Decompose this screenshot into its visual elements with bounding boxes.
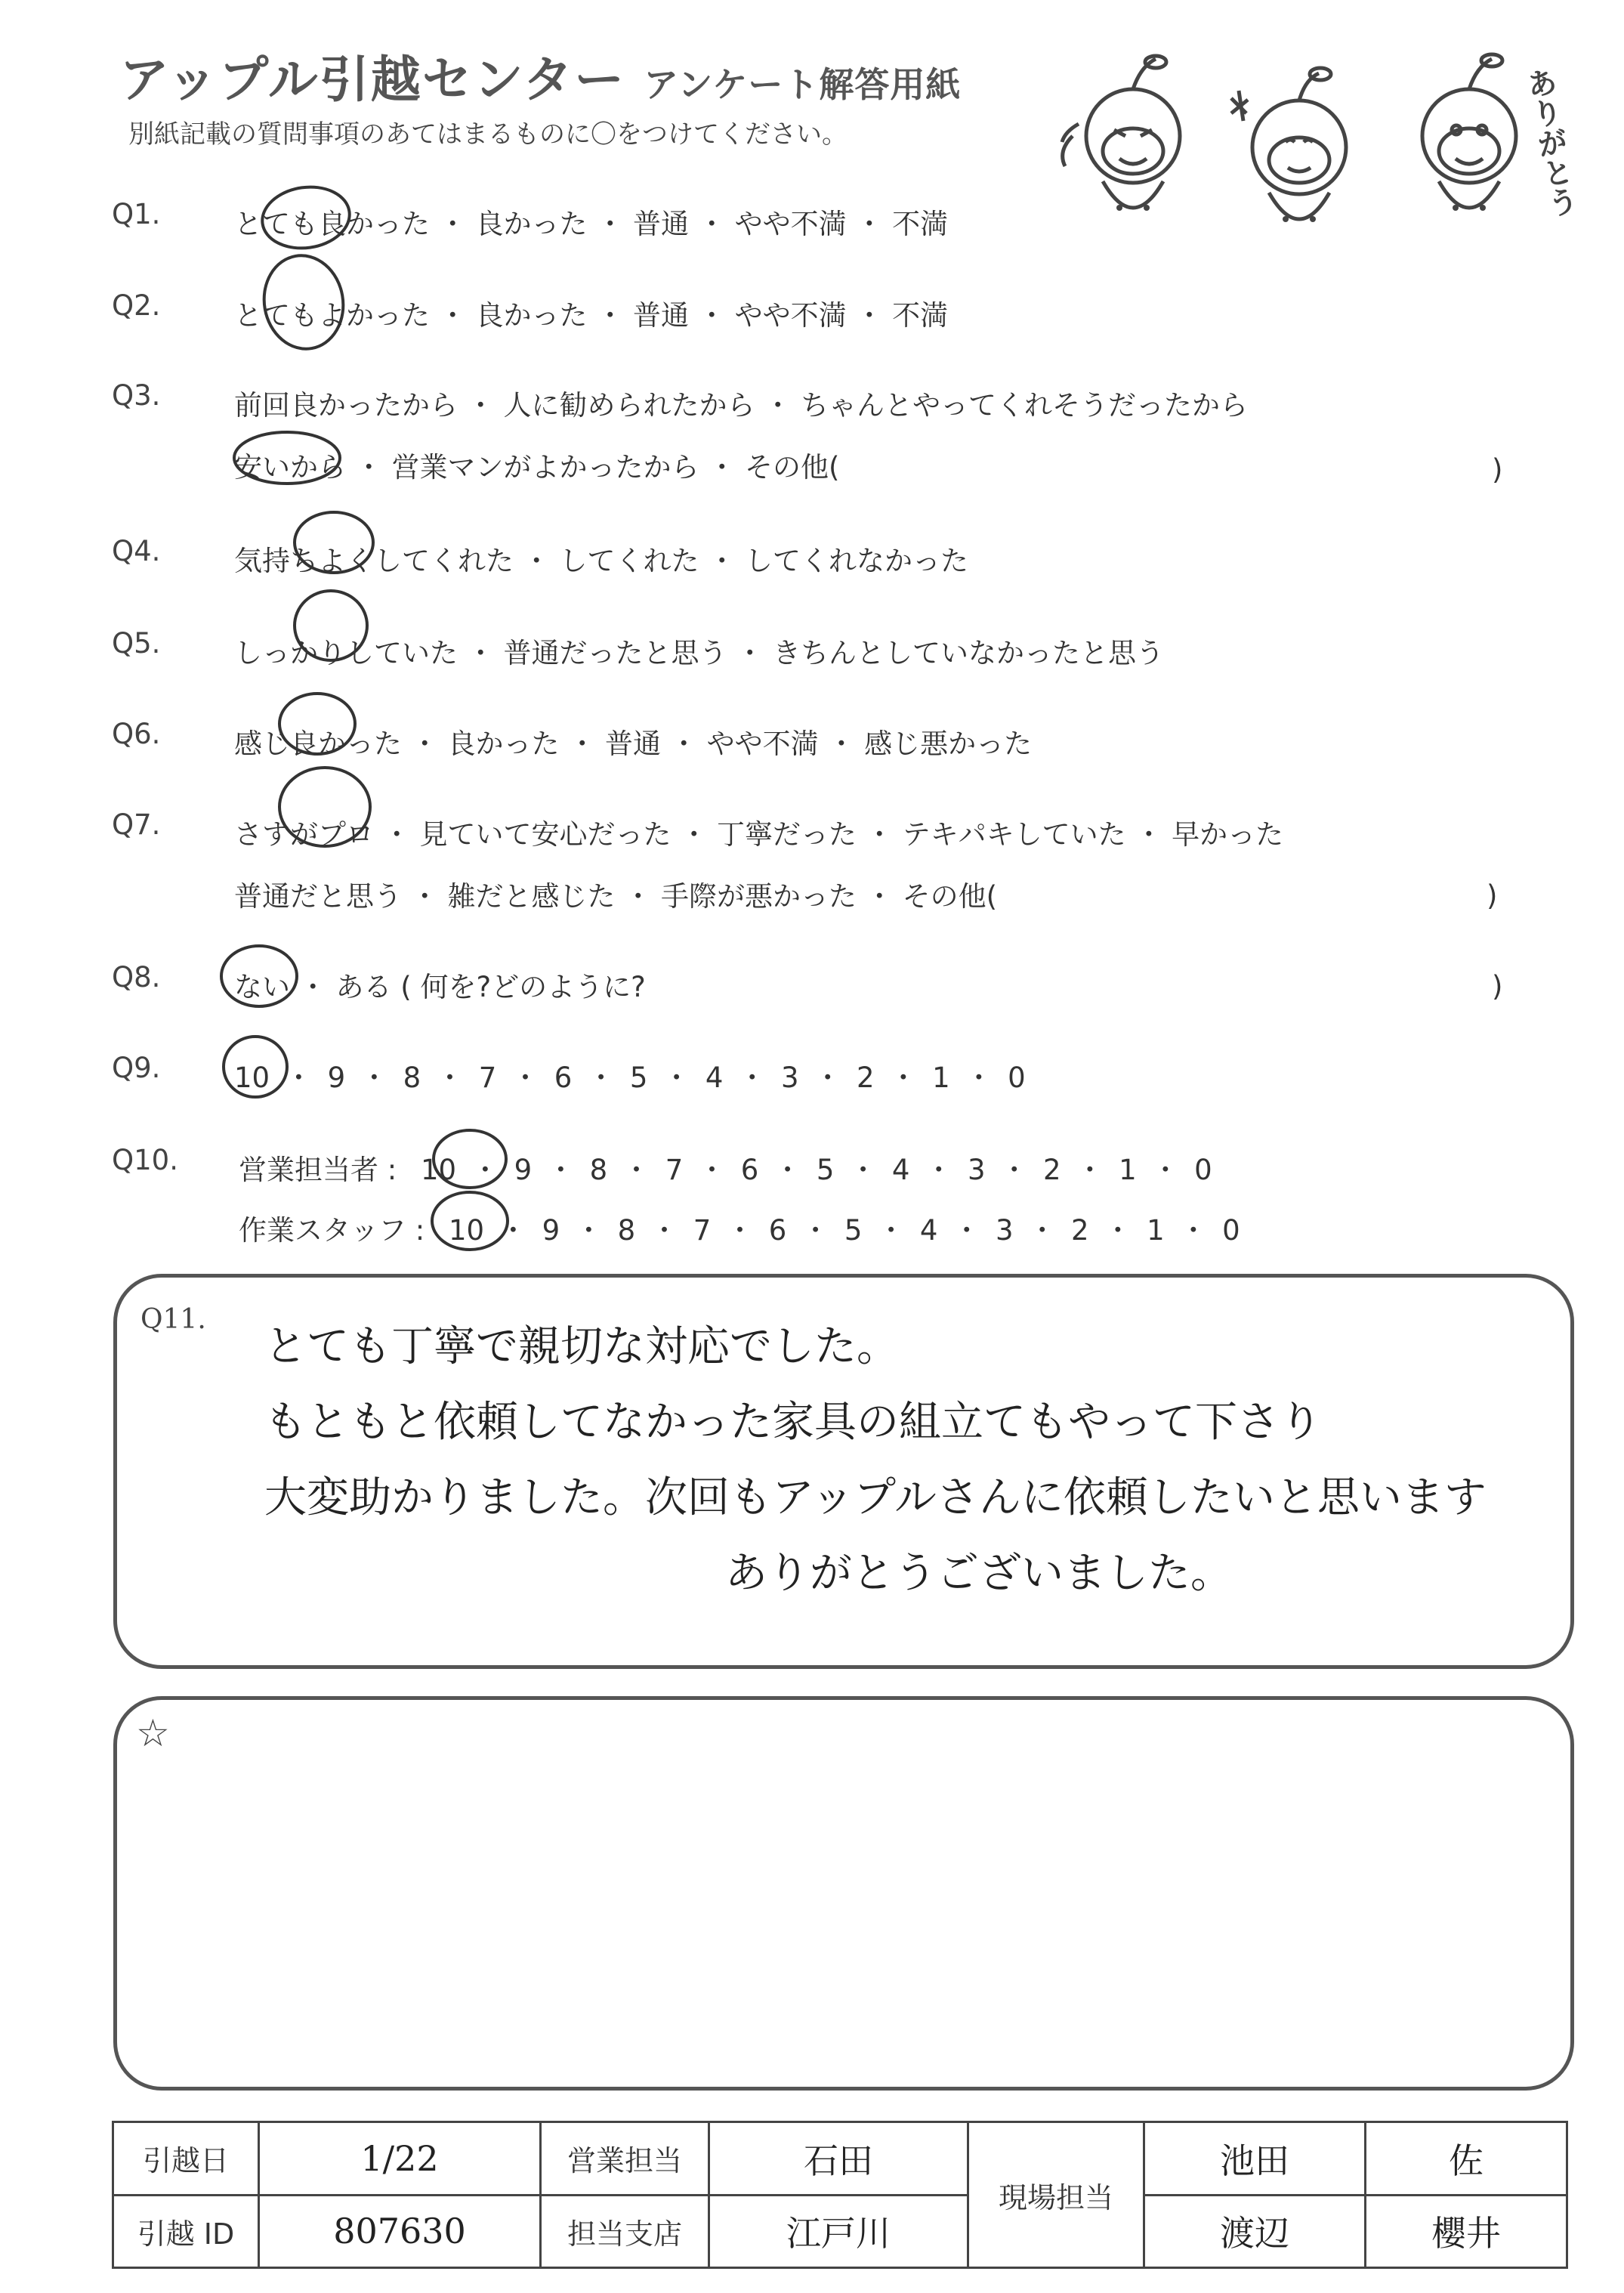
field-staff-label: 現場担当 xyxy=(968,2122,1144,2268)
field-staff-3: 渡辺 xyxy=(1144,2195,1366,2268)
q10-staff-label: 作業スタッフ : xyxy=(239,1214,425,1247)
q10-sales-row xyxy=(239,1147,1212,1188)
q5-label: Q5. xyxy=(112,627,161,660)
company-name: アップル引越センター xyxy=(119,51,626,109)
q10-sales-label: 営業担当者 : xyxy=(239,1154,397,1186)
q2-options: とてもよかった ・ 良かった ・ 普通 ・ やや不満 ・ 不満 xyxy=(234,299,949,332)
q4-options: 気持ちよくしてくれた ・ してくれた ・ してくれなかった xyxy=(234,545,969,577)
q11-line-3: 大変助かりました。次回もアップルさんに依頼したいと思います xyxy=(264,1473,1487,1522)
q3-close-paren: ) xyxy=(1492,453,1503,486)
q3-options-line1: 前回良かったから ・ 人に勧められたから ・ ちゃんとやってくれそうだったから xyxy=(234,389,1249,422)
move-id-label: 引越 ID xyxy=(113,2195,259,2268)
instructions: 別紙記載の質問事項のあてはまるものに〇をつけてください。 xyxy=(128,119,848,150)
q6-options: 感じ良かった ・ 良かった ・ 普通 ・ やや不満 ・ 感じ悪かった xyxy=(234,728,1033,760)
move-date-value: 1/22 xyxy=(259,2122,541,2196)
q3-label: Q3. xyxy=(112,379,161,412)
q8-close-paren: ) xyxy=(1492,970,1503,1003)
mascot-caption: ありがとう xyxy=(1519,65,1580,221)
q4-label: Q4. xyxy=(112,535,161,567)
sales-rep-value: 石田 xyxy=(709,2122,968,2196)
sales-rep-label: 営業担当 xyxy=(541,2122,709,2196)
q5-options: しっかりしていた ・ 普通だったと思う ・ きちんとしていなかったと思う xyxy=(234,637,1165,669)
q7-label: Q7. xyxy=(112,808,161,841)
q11-line-2: もともと依頼してなかった家具の組立てもやって下さり xyxy=(264,1398,1322,1447)
q1-label: Q1. xyxy=(112,198,161,230)
q10-label: Q10. xyxy=(112,1144,178,1176)
mascot-illustration xyxy=(1050,45,1579,249)
q9-label: Q9. xyxy=(112,1052,161,1084)
star-icon: ☆ xyxy=(136,1711,170,1755)
q7-close-paren: ) xyxy=(1487,879,1498,912)
move-id-value: 807630 xyxy=(259,2195,541,2268)
q8-options: ない ・ ある ( 何を?どのように? xyxy=(234,971,646,1003)
q3-options-line2: 安いから ・ 営業マンがよかったから ・ その他( xyxy=(234,451,840,484)
move-info-table xyxy=(112,2121,1568,2269)
field-staff-1: 池田 xyxy=(1144,2122,1366,2196)
q6-label: Q6. xyxy=(112,718,161,750)
company-title xyxy=(119,39,961,111)
monkey-mascots-icon xyxy=(1050,45,1579,249)
field-staff-4: 櫻井 xyxy=(1366,2195,1567,2268)
q11-line-4: ありがとうございました。 xyxy=(725,1549,1233,1598)
q9-scale: 10 ・ 9 ・ 8 ・ 7 ・ 6 ・ 5 ・ 4 ・ 3 ・ 2 ・ 1 ・ 0 xyxy=(234,1062,1026,1094)
q7-options-line2: 普通だと思う ・ 雑だと感じた ・ 手際が悪かった ・ その他( xyxy=(234,880,998,913)
form-title: アンケート解答用紙 xyxy=(644,64,962,105)
q10-staff-scale: 10 ・ 9 ・ 8 ・ 7 ・ 6 ・ 5 ・ 4 ・ 3 ・ 2 ・ 1 ・ 0 xyxy=(449,1214,1240,1247)
q2-label: Q2. xyxy=(112,289,161,322)
q10-sales-scale: 10 ・ 9 ・ 8 ・ 7 ・ 6 ・ 5 ・ 4 ・ 3 ・ 2 ・ 1 ・ 0 xyxy=(421,1154,1212,1186)
q11-label: Q11. xyxy=(140,1304,206,1335)
q11-line-1: とても丁寧で親切な対応でした。 xyxy=(264,1322,899,1371)
move-date-label: 引越日 xyxy=(113,2122,259,2196)
q1-options: とても良かった ・ 良かった ・ 普通 ・ やや不満 ・ 不満 xyxy=(234,208,949,240)
notes-box xyxy=(113,1696,1574,2091)
branch-label: 担当支店 xyxy=(541,2195,709,2268)
q8-label: Q8. xyxy=(112,961,161,994)
q7-options-line1: さすがプロ ・ 見ていて安心だった ・ 丁寧だった ・ テキパキしていた ・ 早かった xyxy=(234,818,1284,851)
field-staff-2: 佐 xyxy=(1366,2122,1567,2196)
branch-value: 江戸川 xyxy=(709,2195,968,2268)
q10-staff-row xyxy=(239,1207,1240,1248)
